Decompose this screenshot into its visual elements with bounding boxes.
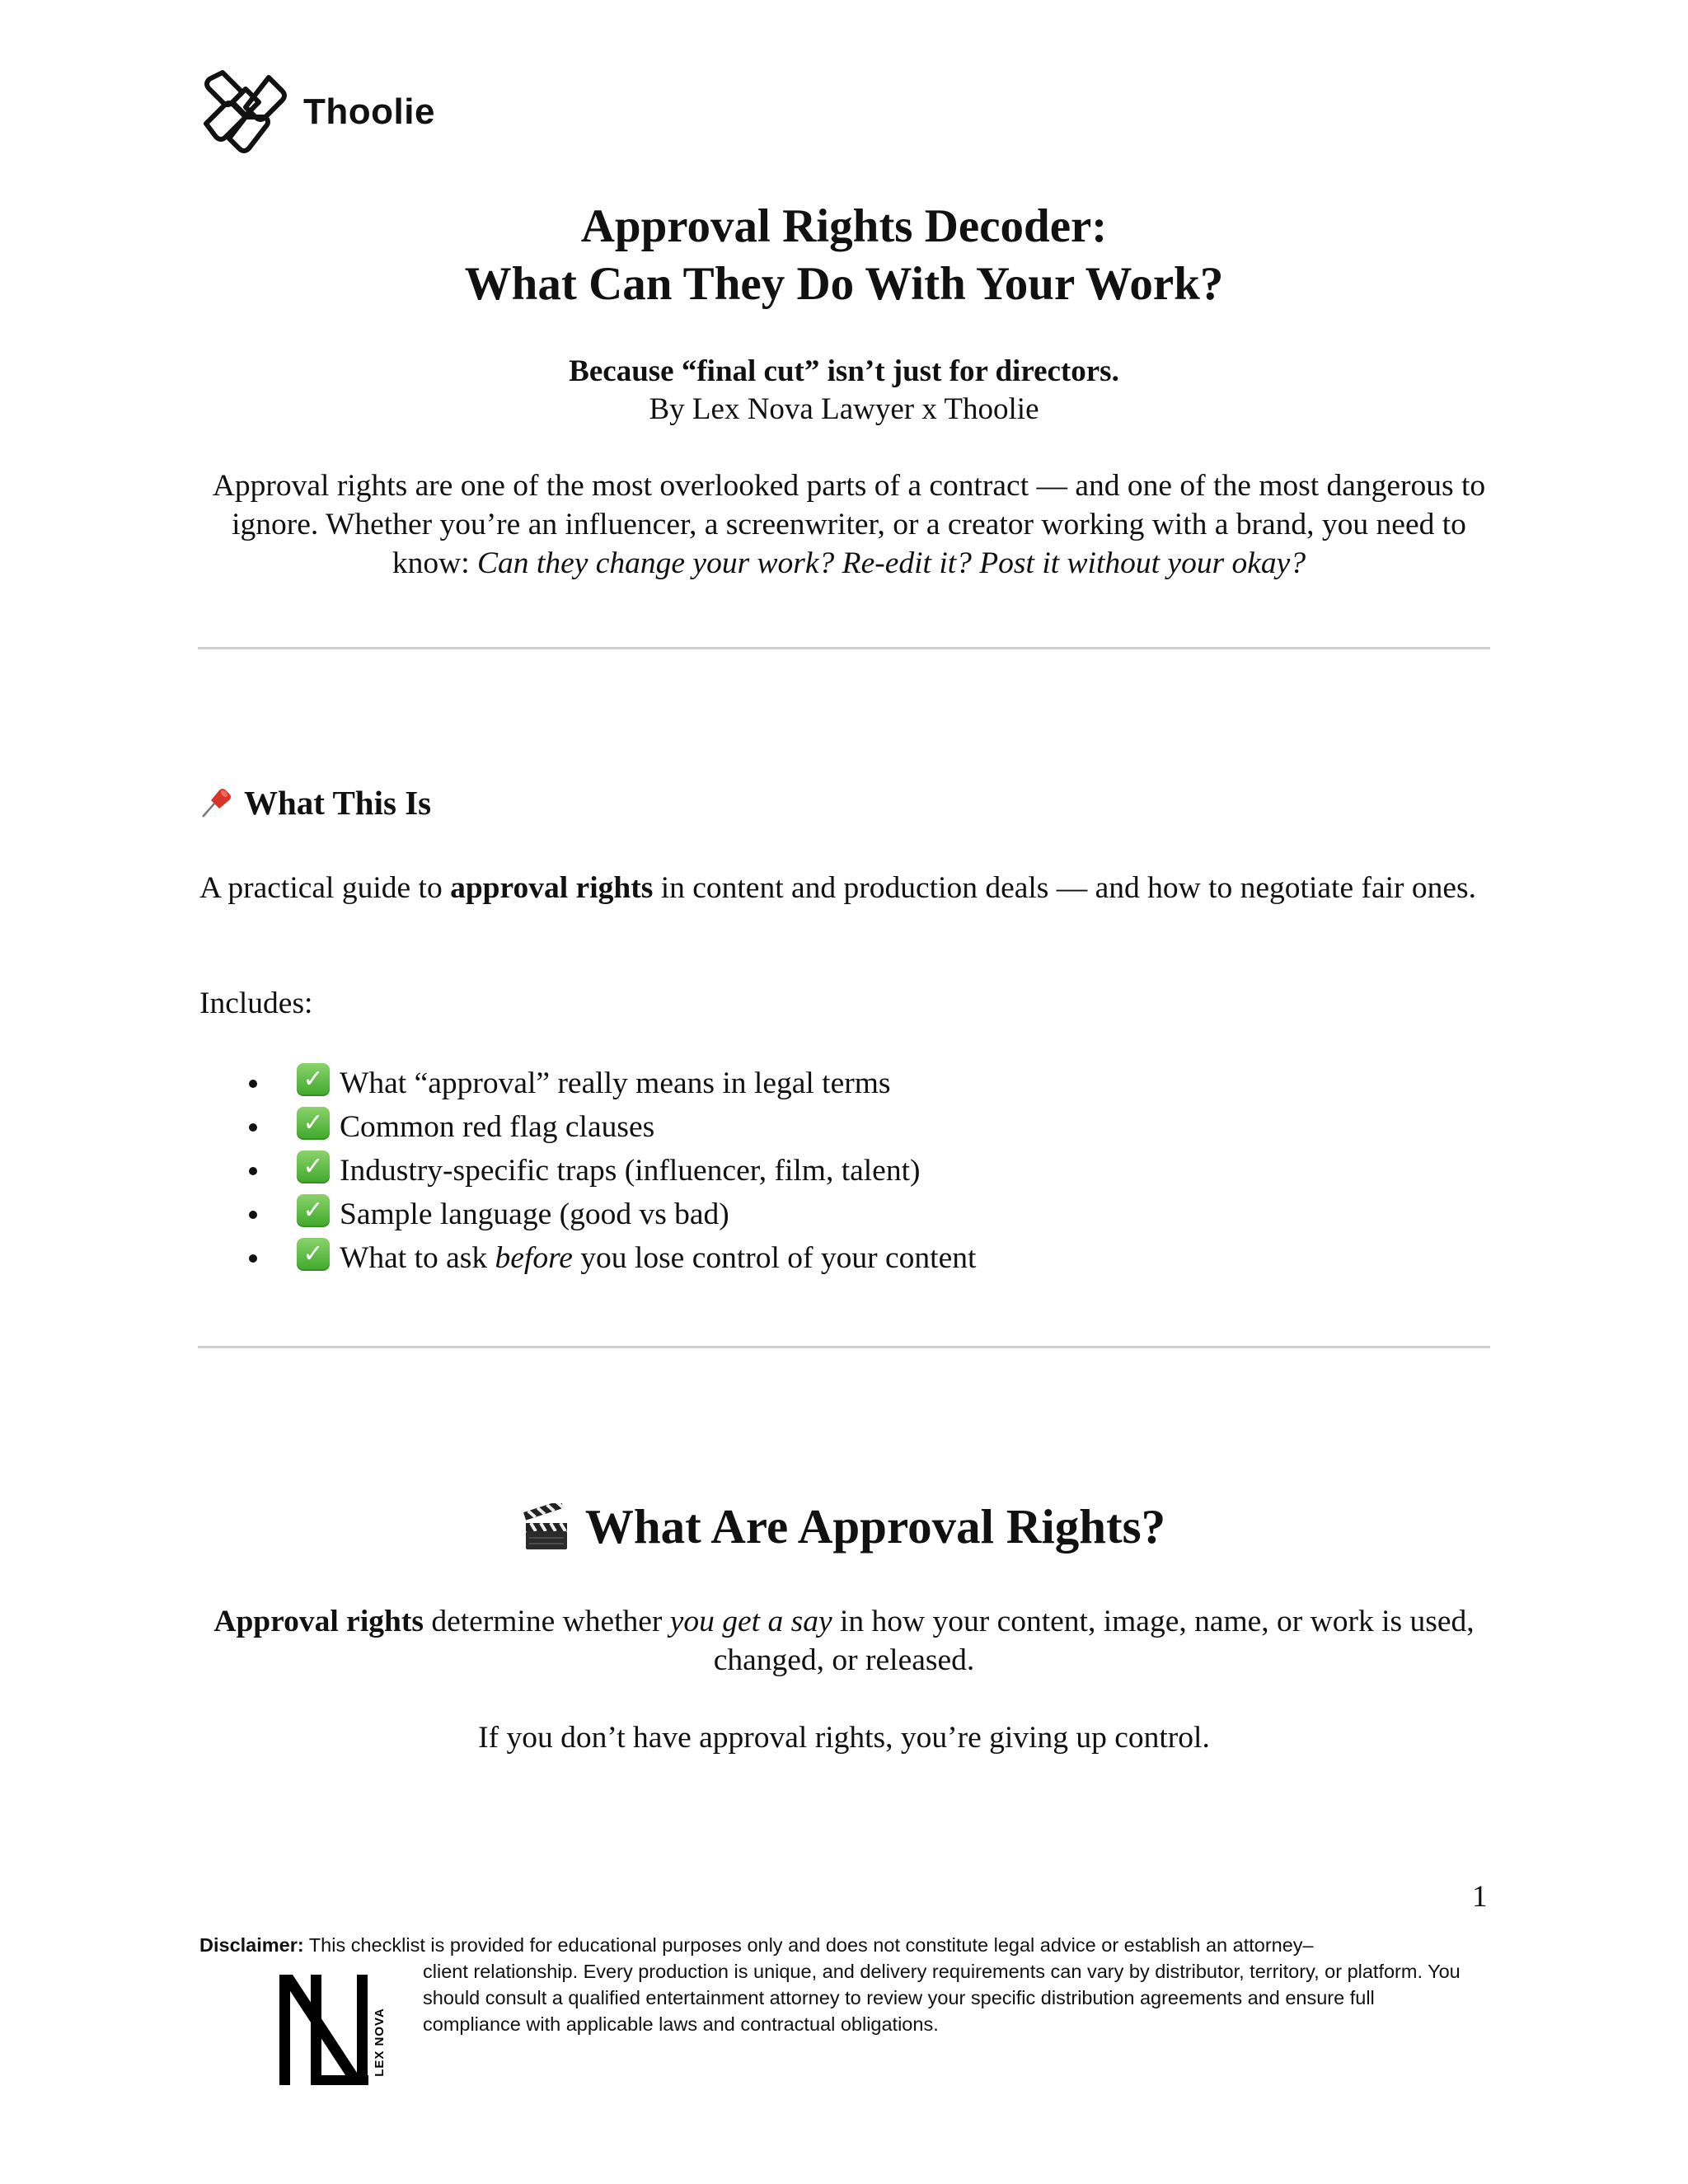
list-item xyxy=(247,1149,976,1193)
list-item-text: Sample language (good vs bad) xyxy=(340,1197,729,1231)
heading-text: What This Is xyxy=(244,784,432,822)
lex-nova-logo xyxy=(276,1973,392,2093)
lex-nova-logo-text: LEX NOVA xyxy=(373,2008,387,2077)
section-heading-what-this-is xyxy=(199,783,431,823)
intro-text: Approval rights are one of the most overlooked parts of a contract — and one of the most dangerous to ignore. Whether you’re an influencer, a screenwriter, or a creator working with a brand, you need to know: xyxy=(212,469,1486,580)
heading-text: What Are Approval Rights? xyxy=(584,1499,1166,1554)
bold-text: Approval rights xyxy=(213,1605,424,1638)
text: you lose control of your content xyxy=(572,1241,977,1275)
list-item-text: Common red flag clauses xyxy=(340,1110,655,1144)
text: in content and production deals — and how to negotiate fair ones. xyxy=(653,871,1477,905)
disclaimer-continuation: client relationship. Every production is unique, and delivery requirements can vary by distributor, territory, or platform. You should consult a qualified entertainment attorney to review your specific distribution agreements and ensure full compliance with applicable laws and contractual obligations. xyxy=(423,1961,1461,2035)
italic-text: before xyxy=(495,1241,573,1275)
subtitle: Because “final cut” isn’t just for directors. xyxy=(569,354,1119,388)
pushpin-icon xyxy=(199,785,232,820)
includes-label: Includes: xyxy=(199,987,313,1020)
closing-statement: If you don’t have approval rights, you’re giving up control. xyxy=(478,1721,1210,1755)
includes-list xyxy=(247,1062,976,1280)
bullet-icon xyxy=(249,1123,257,1132)
list-item-text: Industry-specific traps (influencer, film, talent) xyxy=(340,1154,921,1188)
list-item-text: What “approval” really means in legal terms xyxy=(340,1066,891,1100)
disclaimer xyxy=(199,1932,1461,1958)
page-number: 1 xyxy=(1472,1880,1488,1914)
list-item xyxy=(247,1105,976,1149)
intro-questions: Can they change your work? Re-edit it? Post it without your okay? xyxy=(477,546,1306,580)
thoolie-logo xyxy=(199,66,435,158)
disclaimer-text: This checklist is provided for educational purposes only and does not constitute legal advice or establish an attorney– xyxy=(303,1934,1314,1956)
approval-rights-definition xyxy=(198,1602,1490,1680)
disclaimer-label: Disclaimer: xyxy=(199,1934,304,1956)
divider xyxy=(198,1346,1490,1348)
list-item xyxy=(247,1062,976,1105)
check-mark-button-icon: ✓ xyxy=(297,1194,330,1227)
list-item xyxy=(247,1193,976,1236)
check-mark-button-icon: ✓ xyxy=(297,1063,330,1096)
list-item-text xyxy=(340,1240,976,1276)
italic-text: you get a say xyxy=(669,1605,832,1638)
bullet-icon xyxy=(249,1211,257,1219)
check-mark-button-icon: ✓ xyxy=(297,1151,330,1183)
page-title xyxy=(0,198,1688,313)
section-heading-what-are-approval-rights xyxy=(0,1498,1688,1555)
bullet-icon xyxy=(249,1167,257,1175)
lex-nova-nl-logo-icon xyxy=(276,1973,392,2088)
text: A practical guide to xyxy=(199,871,451,905)
text: determine whether xyxy=(423,1605,670,1638)
clapper-board-icon xyxy=(523,1503,570,1551)
bullet-icon xyxy=(249,1254,257,1263)
guide-description xyxy=(199,869,1502,907)
title-line-2: What Can They Do With Your Work? xyxy=(464,258,1224,310)
intro-paragraph xyxy=(206,466,1492,583)
thoolie-knot-logo-icon xyxy=(199,66,292,158)
bullet-icon xyxy=(249,1080,257,1088)
byline: By Lex Nova Lawyer x Thoolie xyxy=(649,392,1039,426)
text: in how your content, image, name, or work is used, changed, or released. xyxy=(713,1605,1475,1677)
divider xyxy=(198,647,1490,649)
text: What to ask xyxy=(340,1241,495,1275)
brand-name: Thoolie xyxy=(303,91,435,132)
bold-text: approval rights xyxy=(450,871,654,905)
list-item xyxy=(247,1236,976,1280)
check-mark-button-icon: ✓ xyxy=(297,1238,330,1271)
title-line-1: Approval Rights Decoder: xyxy=(580,200,1108,252)
check-mark-button-icon: ✓ xyxy=(297,1107,330,1140)
